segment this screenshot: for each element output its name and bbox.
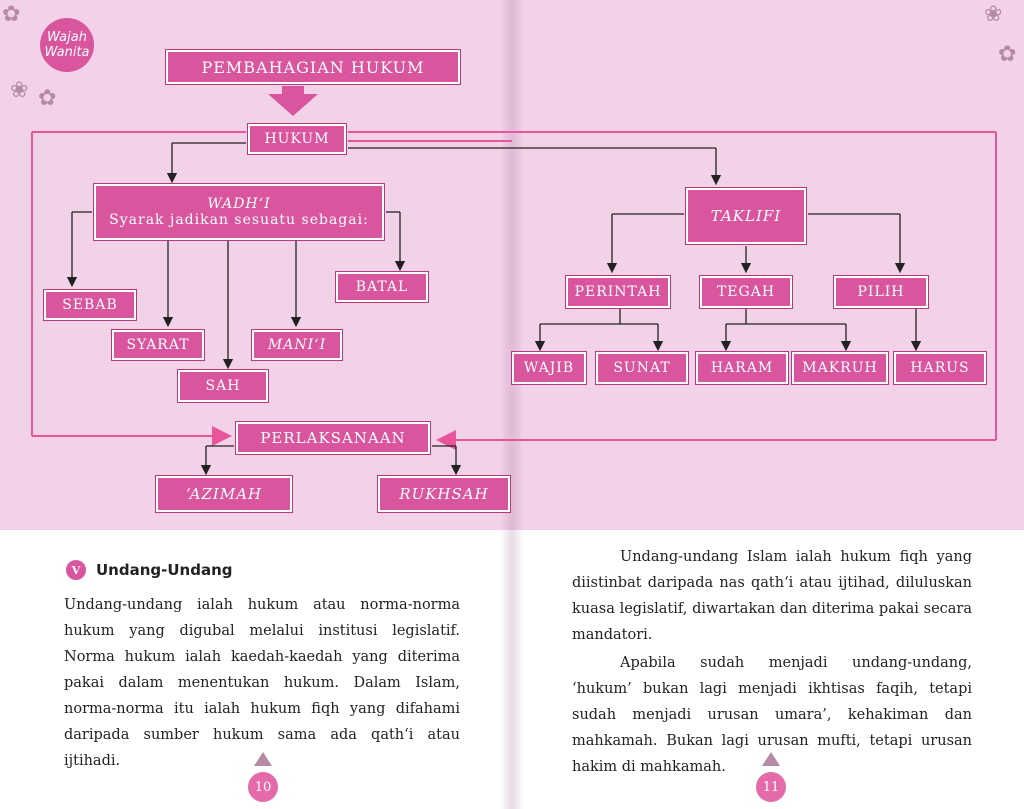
haram-node: HARAM bbox=[696, 352, 788, 384]
perintah-node: PERINTAH bbox=[566, 276, 670, 308]
azimah-node: ‘AZIMAH bbox=[156, 476, 292, 512]
section-badge: V bbox=[66, 560, 86, 580]
syarat-node: SYARAT bbox=[112, 330, 204, 360]
flower-icon: ❀ bbox=[984, 2, 1003, 27]
wajib-node: WAJIB bbox=[512, 352, 586, 384]
tegah-node: TEGAH bbox=[700, 276, 792, 308]
flower-icon: ✿ bbox=[2, 2, 21, 27]
rukhsah-node: RUKHSAH bbox=[378, 476, 510, 512]
logo-line-2: Wanita bbox=[44, 45, 90, 60]
left-paragraph: Undang-undang ialah hukum atau norma-norma hukum yang digubal melalui institusi legislatif. Norma hukum ialah kaedah-kaedah yang diterima pakai dalam menentukan hukum. Dalam Islam, norma-norma itu ialah hukum fiqh yang difahami daripada sumber hukum sama ada qath‘i atau ijtihadi. bbox=[64, 597, 460, 769]
sebab-node: SEBAB bbox=[44, 290, 136, 320]
mani-node: MANI‘I bbox=[252, 330, 342, 360]
perlaksanaan-node: PERLAKSANAAN bbox=[236, 422, 430, 454]
sunat-node: SUNAT bbox=[596, 352, 688, 384]
section-heading bbox=[66, 560, 233, 580]
wadhi-title: WADH‘I bbox=[207, 196, 271, 212]
logo-line-1: Wajah bbox=[47, 30, 87, 45]
pilih-node: PILIH bbox=[834, 276, 928, 308]
page-number-right: 11 bbox=[756, 772, 786, 802]
pembahagian-hukum-title: PEMBAHAGIAN HUKUM bbox=[166, 50, 460, 84]
page-number-left: 10 bbox=[248, 772, 278, 802]
batal-node: BATAL bbox=[336, 272, 428, 302]
right-paragraph-1: Undang-undang Islam ialah hukum fiqh yang diistinbat daripada nas qath‘i atau ijtihad, diluluskan kuasa legislatif, diwartakan dan diterima pakai secara mandatori. bbox=[572, 549, 972, 643]
flower-icon: ❀ bbox=[10, 78, 29, 103]
section-title: Undang-Undang bbox=[96, 561, 233, 579]
makruh-node: MAKRUH bbox=[792, 352, 888, 384]
wadhi-node bbox=[94, 184, 384, 240]
flower-icon: ✿ bbox=[998, 42, 1017, 67]
flower-icon: ✿ bbox=[38, 86, 57, 111]
title-arrow bbox=[268, 86, 318, 116]
sah-node: SAH bbox=[178, 370, 268, 402]
page-ornament-icon bbox=[762, 752, 780, 766]
hukum-node: HUKUM bbox=[248, 124, 346, 154]
page-ornament-icon bbox=[254, 752, 272, 766]
right-paragraph-2: Apabila sudah menjadi undang-undang, ‘hukum’ bukan lagi menjadi ikhtisas faqih, tetapi sudah menjadi urusan umara’, kehakiman dan mahkamah. Bukan lagi urusan mufti, tetapi urusan hakim di mahkamah. bbox=[572, 655, 972, 775]
wadhi-subtitle: Syarak jadikan sesuatu sebagai: bbox=[109, 212, 369, 228]
taklifi-node: TAKLIFI bbox=[686, 188, 806, 244]
harus-node: HARUS bbox=[894, 352, 986, 384]
